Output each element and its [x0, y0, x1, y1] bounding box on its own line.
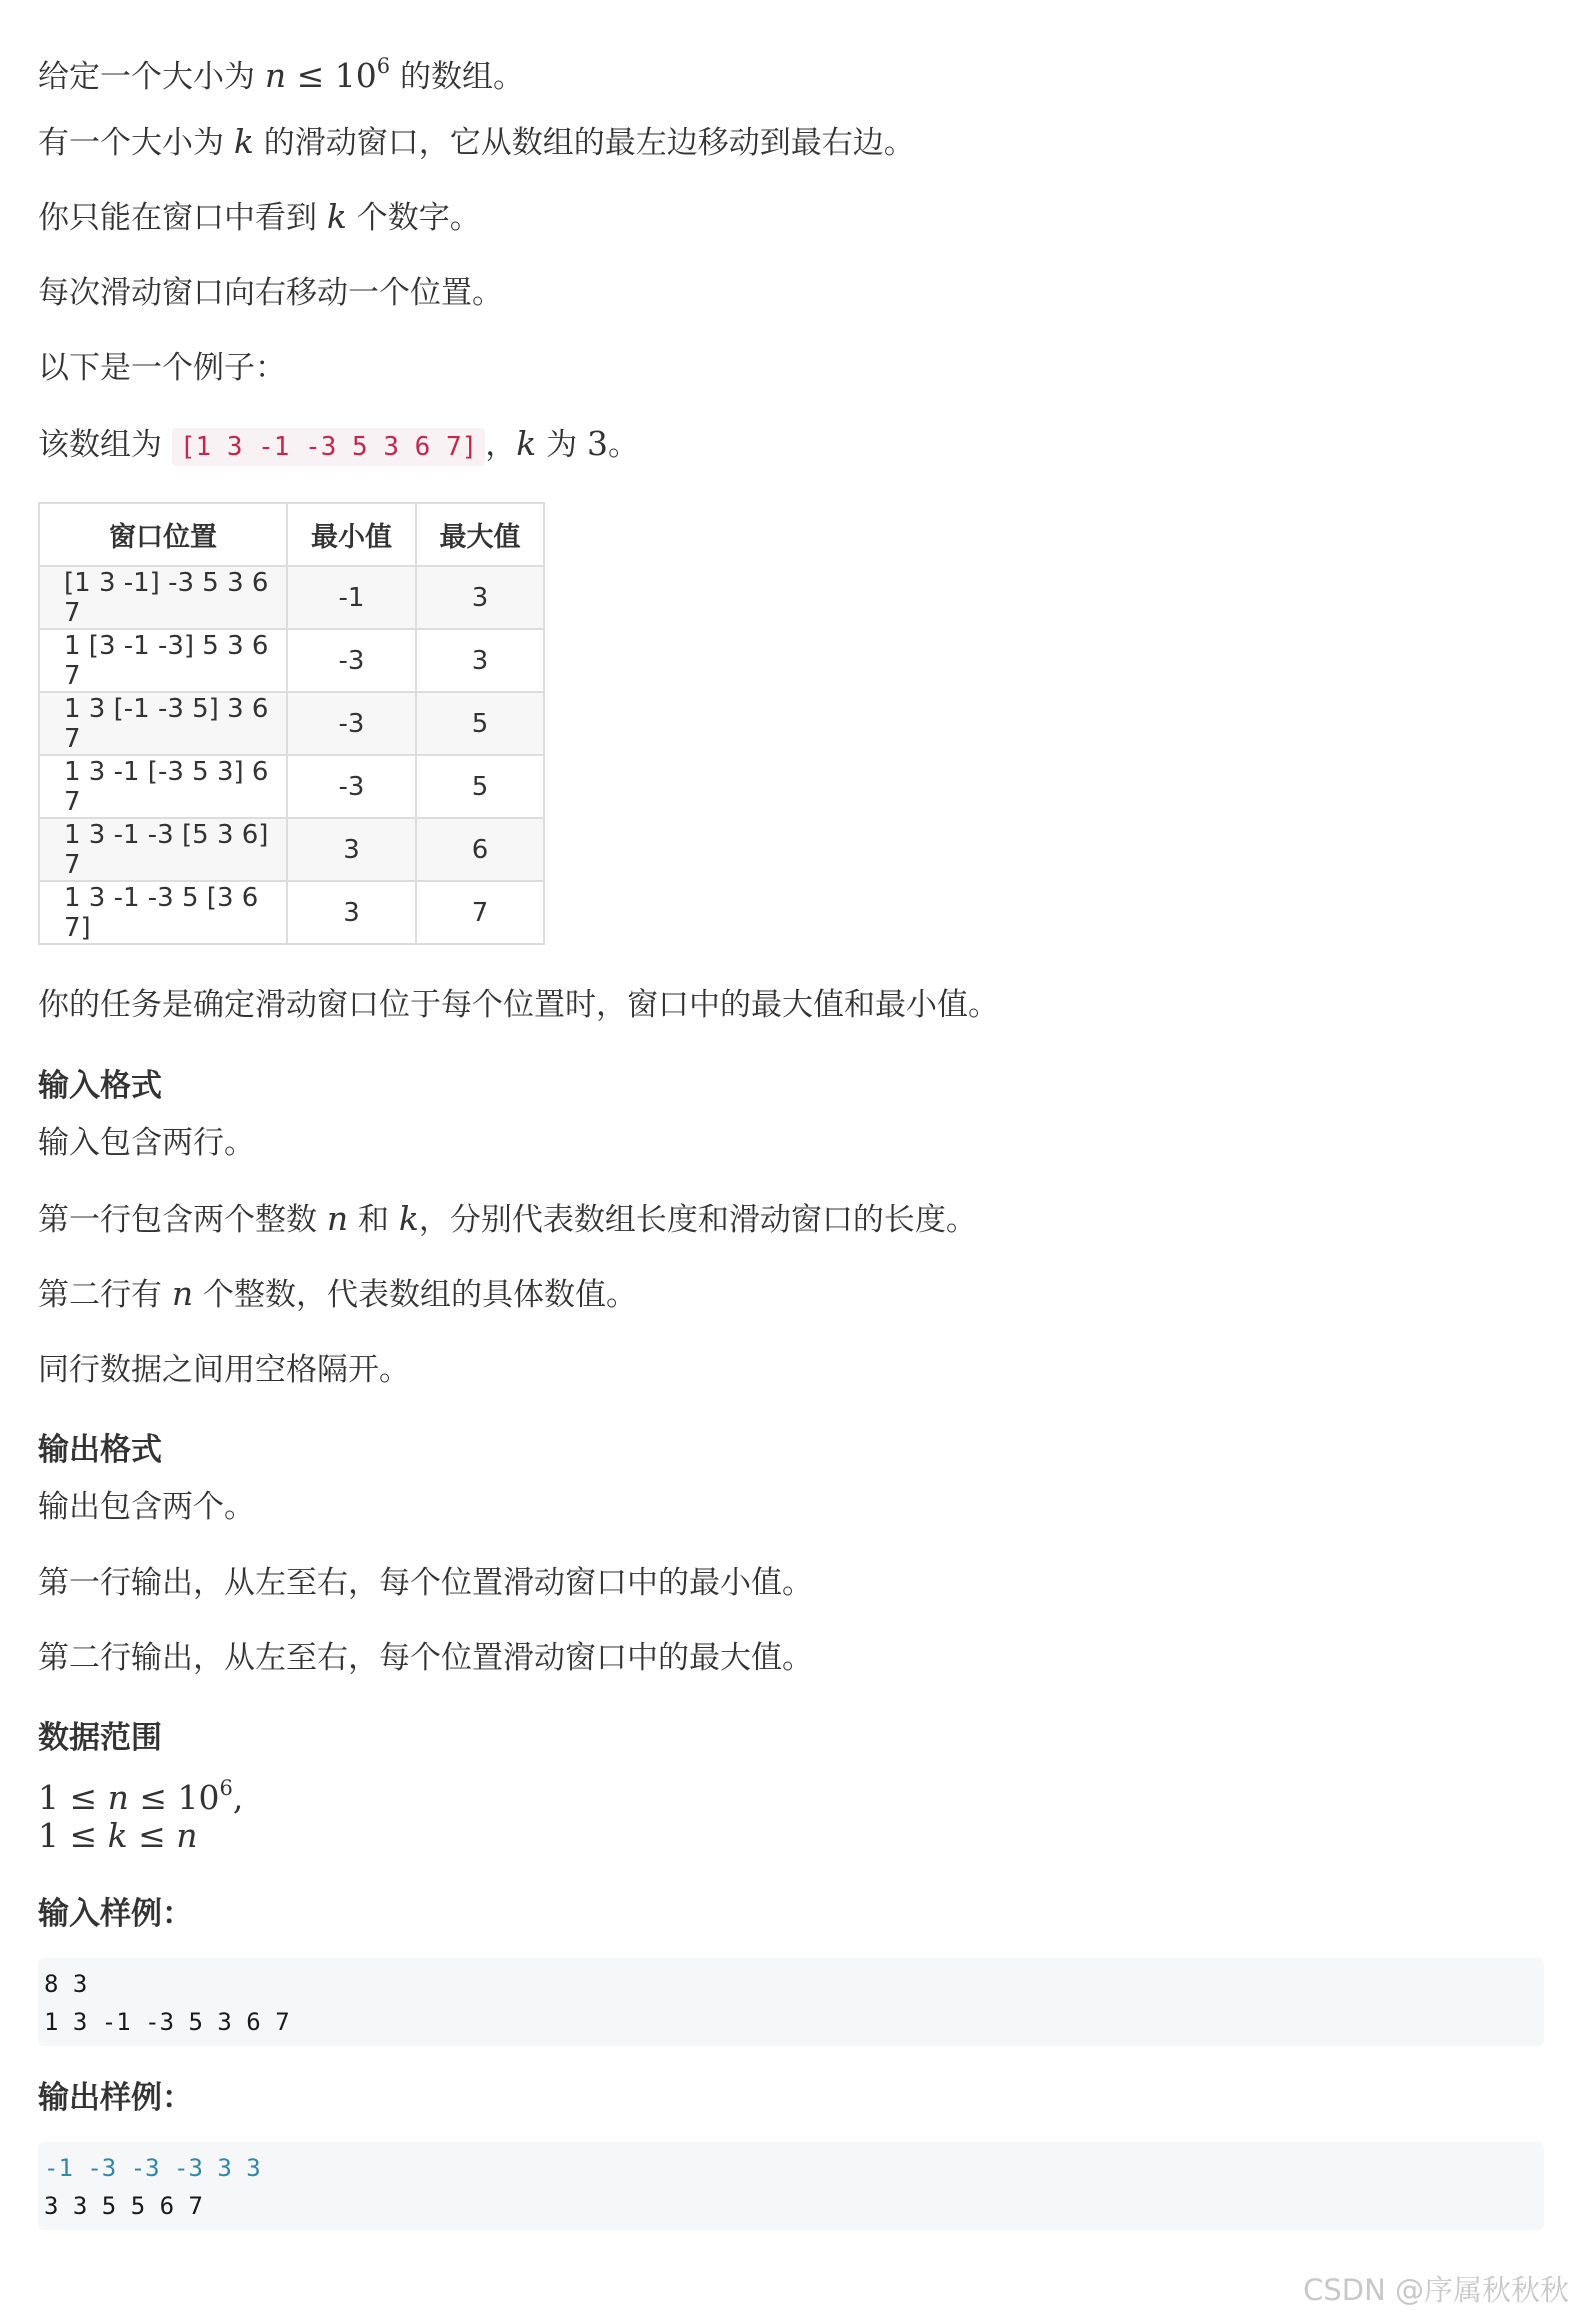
table-cell: 1 3 [-1 -3 5] 3 6 7 — [39, 692, 287, 755]
math-op: ≤ — [286, 56, 335, 95]
task-text: 你的任务是确定滑动窗口位于每个位置时，窗口中的最大值和最小值。 — [38, 987, 999, 1023]
code-line: 1 3 -1 -3 5 3 6 7 — [44, 2008, 290, 2036]
math-var: n — [176, 1816, 198, 1855]
intro-line-1 — [38, 46, 524, 97]
input-line-4: 同行数据之间用空格隔开。 — [38, 1352, 410, 1388]
table-cell: 1 3 -1 -3 [5 3 6] 7 — [39, 818, 287, 881]
math-var: k — [516, 424, 537, 463]
math-exp: 6 — [376, 54, 391, 78]
code-line: 8 3 — [44, 1970, 88, 1998]
table-cell: 1 3 -1 [-3 5 3] 6 7 — [39, 755, 287, 818]
math-var: n — [171, 1274, 194, 1313]
table-cell: -3 — [287, 755, 416, 818]
text: 。 — [608, 427, 639, 463]
intro-line-2 — [38, 122, 915, 163]
inline-code: [1 3 -1 -3 5 3 6 7] — [172, 428, 485, 466]
text: ，分别代表数组长度和滑动窗口的长度。 — [418, 1202, 977, 1238]
input-line-1: 输入包含两行。 — [38, 1125, 255, 1161]
table-row — [39, 881, 544, 944]
sample-output-code — [38, 2142, 1544, 2230]
text: 的数组。 — [390, 59, 524, 95]
math-num: 1 — [38, 1778, 59, 1817]
table-cell: 3 — [287, 881, 416, 944]
output-line-1: 输出包含两个。 — [38, 1489, 255, 1525]
table-cell: [1 3 -1] -3 5 3 6 7 — [39, 566, 287, 629]
text: 的滑动窗口，它从数组的最左边移动到最右边。 — [253, 125, 915, 161]
table-cell: 3 — [416, 629, 544, 692]
table-header: 最大值 — [416, 503, 544, 566]
math-num: 1 — [38, 1816, 59, 1855]
math-var: k — [107, 1816, 128, 1855]
watermark: CSDN @序属秋秋秋 — [1303, 2273, 1569, 2307]
math-op: ≤ — [128, 1778, 178, 1817]
text: 个整数，代表数组的具体数值。 — [193, 1277, 637, 1313]
output-line-2: 第一行输出，从左至右，每个位置滑动窗口中的最小值。 — [38, 1565, 813, 1601]
math-num: 10 — [177, 1778, 220, 1817]
math-var: n — [107, 1778, 129, 1817]
text: 和 — [348, 1202, 399, 1238]
table-header-row — [39, 503, 544, 566]
table-cell: 3 — [287, 818, 416, 881]
table-row — [39, 629, 544, 692]
table-cell: 6 — [416, 818, 544, 881]
range-heading: 数据范围 — [38, 1720, 162, 1756]
table-row — [39, 755, 544, 818]
text: 你只能在窗口中看到 — [38, 200, 327, 236]
intro-line-6 — [38, 424, 639, 467]
text: 个数字。 — [346, 200, 481, 236]
text: 第一行包含两个整数 — [38, 1202, 327, 1238]
table-row — [39, 818, 544, 881]
math-var: k — [326, 197, 347, 236]
math-op: ≤ — [127, 1816, 177, 1855]
sample-input-heading: 输入样例： — [38, 1896, 193, 1932]
input-line-3 — [38, 1274, 637, 1315]
math-num: 10 — [334, 56, 377, 95]
intro-line-5: 以下是一个例子： — [38, 350, 286, 386]
table-row — [39, 566, 544, 629]
code-line: -1 -3 -3 -3 3 3 — [44, 2154, 261, 2182]
sliding-window-table — [38, 502, 545, 945]
text: 有一个大小为 — [38, 125, 234, 161]
text: 给定一个大小为 — [38, 59, 265, 95]
table-cell: 1 3 -1 -3 5 [3 6 7] — [39, 881, 287, 944]
sample-output-heading: 输出样例： — [38, 2080, 193, 2116]
table-cell: 3 — [416, 566, 544, 629]
sample-input-code — [38, 1958, 1544, 2046]
math-op: ≤ — [59, 1816, 108, 1855]
table-cell: 7 — [416, 881, 544, 944]
table-cell: 5 — [416, 755, 544, 818]
text: 第二行有 — [38, 1277, 172, 1313]
table-cell: 5 — [416, 692, 544, 755]
table-cell: 1 [3 -1 -3] 5 3 6 7 — [39, 629, 287, 692]
table-cell: -3 — [287, 629, 416, 692]
math-exp: 6 — [219, 1776, 233, 1800]
math-var: n — [326, 1199, 349, 1238]
intro-line-4: 每次滑动窗口向右移动一个位置。 — [38, 275, 503, 311]
output-line-3: 第二行输出，从左至右，每个位置滑动窗口中的最大值。 — [38, 1640, 813, 1676]
text: ， — [485, 427, 517, 463]
range-line-2 — [38, 1816, 198, 1857]
math-var: n — [264, 56, 287, 95]
table-cell: -1 — [287, 566, 416, 629]
table-cell: -3 — [287, 692, 416, 755]
range-line-1 — [38, 1768, 243, 1819]
input-format-heading: 输入格式 — [38, 1068, 162, 1104]
table-header: 窗口位置 — [39, 503, 287, 566]
table-row — [39, 692, 544, 755]
code-line: 3 3 5 5 6 7 — [44, 2192, 203, 2220]
output-format-heading: 输出格式 — [38, 1432, 162, 1468]
text: 为 — [536, 427, 587, 463]
math-punct: , — [232, 1778, 244, 1817]
input-line-2 — [38, 1199, 977, 1240]
table-header: 最小值 — [287, 503, 416, 566]
math-var: k — [233, 122, 254, 161]
intro-line-3 — [38, 197, 481, 238]
math-op: ≤ — [59, 1778, 108, 1817]
text: 该数组为 — [38, 427, 172, 463]
math-var: k — [398, 1199, 419, 1238]
math-num: 3 — [587, 424, 608, 463]
